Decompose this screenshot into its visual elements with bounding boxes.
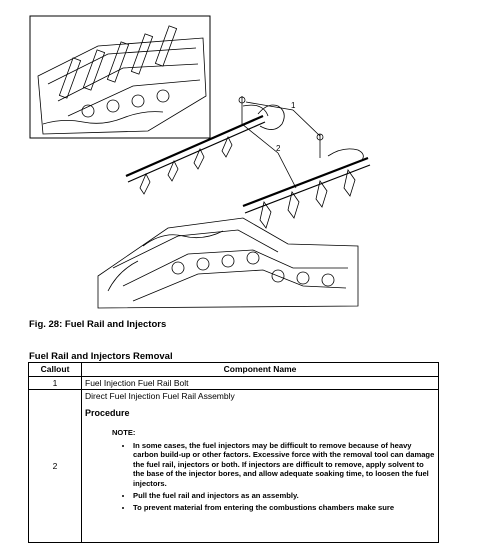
list-item: • To prevent material from entering the combustions chambers make sure xyxy=(133,503,435,512)
header-callout: Callout xyxy=(29,363,82,377)
fuel-rail-illustration xyxy=(28,6,468,318)
inset-engine-drawing xyxy=(38,26,206,134)
callout-leaders xyxy=(242,102,320,188)
removal-table xyxy=(28,362,439,543)
procedure-steps xyxy=(85,441,435,513)
header-component-name: Component Name xyxy=(82,363,439,377)
table-header-row xyxy=(29,363,439,377)
callout-label-1: 1 xyxy=(291,101,296,110)
section-title: Fuel Rail and Injectors Removal xyxy=(29,351,173,362)
figure-caption: Fig. 28: Fuel Rail and Injectors xyxy=(29,319,167,330)
procedure-heading: Procedure xyxy=(85,408,130,418)
engine-block-drawing xyxy=(98,218,358,308)
inset-frame xyxy=(30,16,210,138)
list-item: • In some cases, the fuel injectors may be difficult to remove because of heavy carbon build-up or other factors. Excessive force with the removal tool can damage the fuel rail, injectors or both. If injectors are difficult to remove, apply solvent to the base of the injector bores, and allow adequate soaking time, to loosen the fuel injectors. xyxy=(133,441,435,488)
callout-label-2: 2 xyxy=(276,144,281,153)
row-component-name: Direct Fuel Injection Fuel Rail Assembly xyxy=(85,391,235,401)
row-component-name: Fuel Injection Fuel Rail Bolt xyxy=(82,377,439,390)
table-row xyxy=(29,377,439,390)
table-row xyxy=(29,390,439,543)
right-fuel-rail xyxy=(243,134,370,228)
row-callout: 1 xyxy=(29,377,82,390)
upper-fuel-rail xyxy=(126,96,284,194)
list-item: • Pull the fuel rail and injectors as an assembly. xyxy=(133,491,435,500)
note-label: NOTE: xyxy=(112,428,136,437)
row-callout: 2 xyxy=(29,390,82,543)
row-component-detail xyxy=(82,390,439,543)
